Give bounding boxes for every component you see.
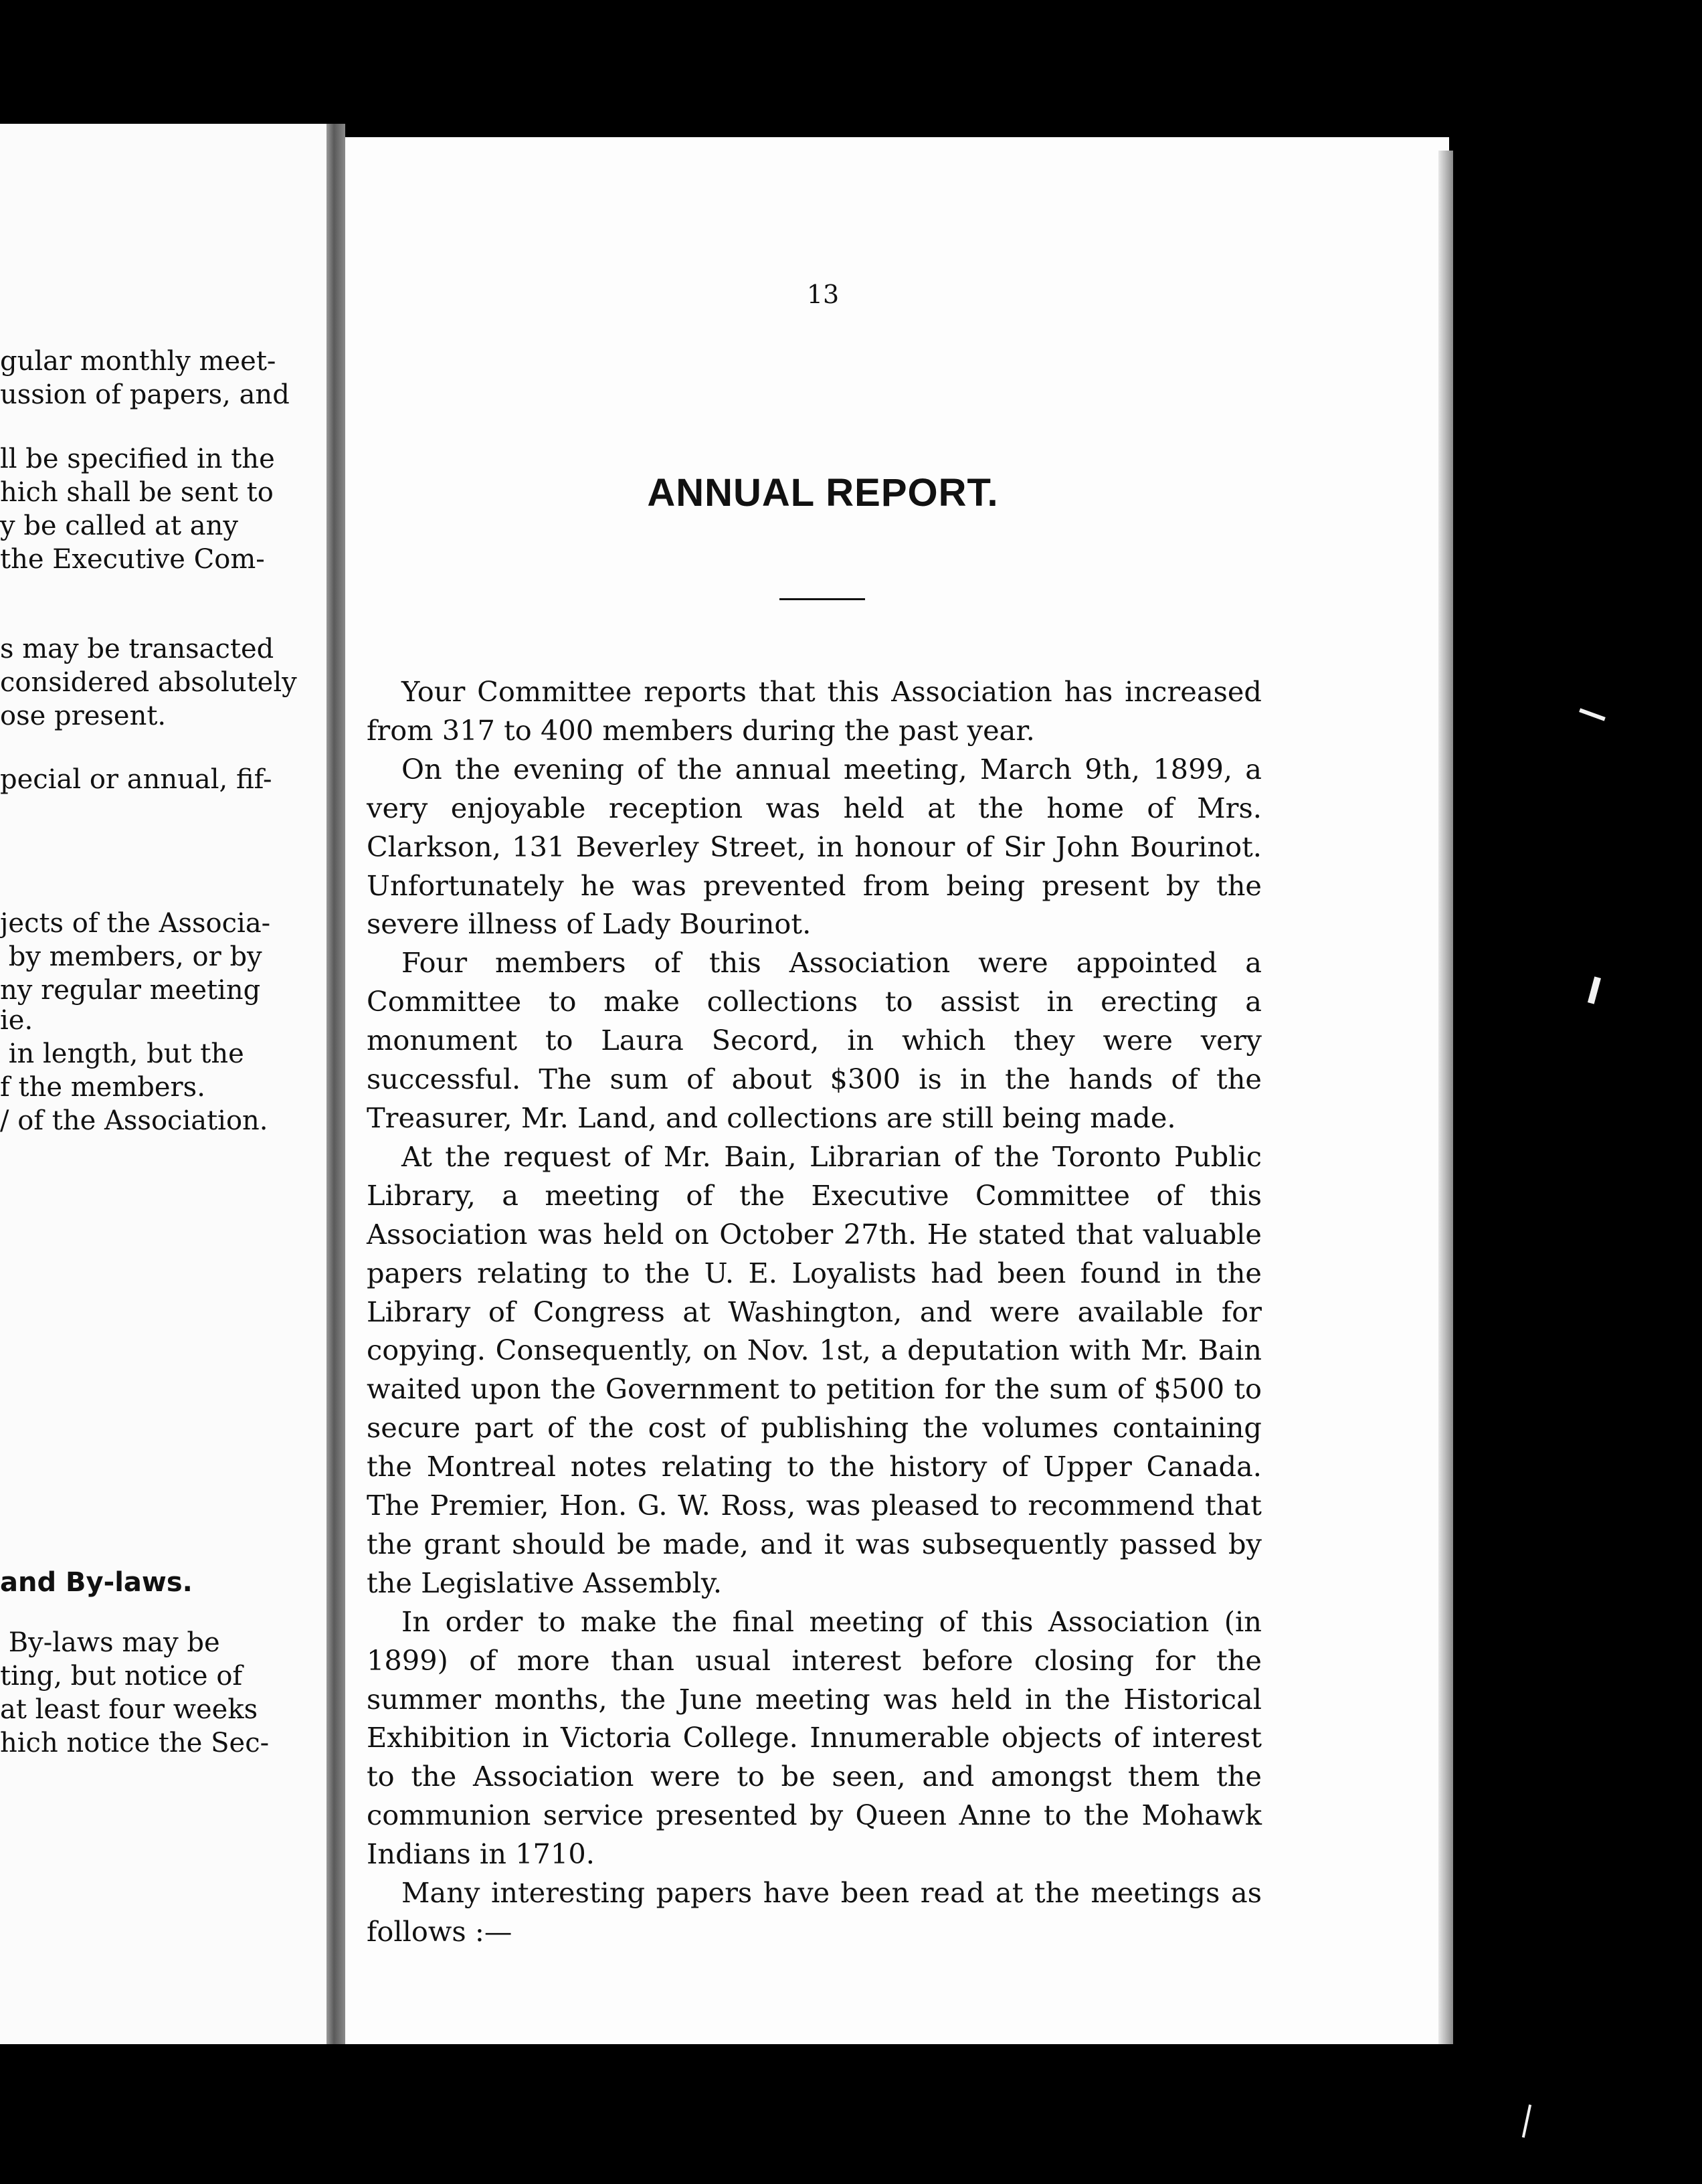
scan-artifact — [1579, 708, 1606, 721]
paragraph: At the request of Mr. Bain, Librarian of the Toronto Public Library, a meeting of the Executive Committee of this Association was held on October 27th. He stated that valuable papers relating to the U. E. Loyalists had been found in the Library of Congress at Washington, and were available for copying. Consequently, on Nov. 1st, a deputation with Mr. Bain waited upon the Government to petition for the sum of $500 to secure part of the cost of publishing the volumes containing the Montreal notes relating to the history of Upper Canada. The Premier, Hon. G. W. Ross, was pleased to recommend that the grant should be made, and it was subsequently passed by the Legislative Assembly. — [367, 1140, 1262, 1599]
paragraph: Four members of this Association were appointed a Committee to make collections to assist in erecting a monument to Laura Secord, in which they were very successful. The sum of about $300 is in the hands of the Treasurer, Mr. Land, and collections are still being made. — [367, 946, 1262, 1134]
left-line: ussion of papers, and — [0, 379, 290, 410]
left-line: s may be transacted — [0, 634, 274, 664]
title-rule — [779, 598, 865, 600]
left-line: ose present. — [0, 701, 167, 731]
left-line: y be called at any — [0, 511, 238, 541]
scan-artifact — [1588, 976, 1601, 1004]
left-line: ie. — [0, 1005, 33, 1036]
left-line: by members, or by — [0, 941, 262, 972]
left-line: in length, but the — [0, 1038, 244, 1069]
left-line: hich shall be sent to — [0, 477, 274, 508]
left-line: gular monthly meet- — [0, 346, 276, 377]
left-line: ting, but notice of — [0, 1661, 243, 1692]
book-gutter — [326, 124, 345, 2044]
left-line: considered absolutely — [0, 667, 297, 698]
left-line: pecial or annual, fif- — [0, 764, 272, 795]
left-line: ll be specified in the — [0, 444, 275, 474]
left-line: hich notice the Sec- — [0, 1728, 270, 1758]
left-heading: and By-laws. — [0, 1567, 193, 1598]
paragraph: On the evening of the annual meeting, March 9th, 1899, a very enjoyable reception was held at the home of Mrs. Clarkson, 131 Beverley Street, in honour of Sir John Bourinot. Unfortunately he was prevented from being present by the severe illness of Lady Bourinot. — [367, 752, 1262, 941]
left-line: the Executive Com- — [0, 544, 265, 575]
paragraph: Your Committee reports that this Association has increased from 317 to 400 members during the past year. — [367, 675, 1262, 747]
report-body — [367, 672, 1262, 1951]
page-title: ANNUAL REPORT. — [647, 471, 999, 515]
left-line: ny regular meeting — [0, 975, 261, 1006]
scan-artifact — [1522, 2104, 1531, 2138]
page-number: 13 — [806, 280, 840, 309]
left-page-text — [0, 124, 297, 1758]
paragraph: Many interesting papers have been read at the meetings as follows :— — [367, 1876, 1262, 1948]
left-page — [0, 124, 326, 2044]
left-line: f the members. — [0, 1072, 205, 1103]
left-line: jects of the Associa- — [0, 908, 271, 939]
page-edge — [1438, 151, 1453, 2044]
left-line: at least four weeks — [0, 1694, 258, 1725]
left-line: / of the Association. — [0, 1105, 268, 1136]
left-line: By-laws may be — [0, 1627, 220, 1658]
paragraph: In order to make the final meeting of this Association (in 1899) of more than usual interest before closing for the summer months, the June meeting was held in the Historical Exhibition in Victoria College. Innumerable objects of interest to the Association were to be seen, and amongst them the communion service presented by Queen Anne to the Mohawk Indians in 1710. — [367, 1605, 1262, 1871]
